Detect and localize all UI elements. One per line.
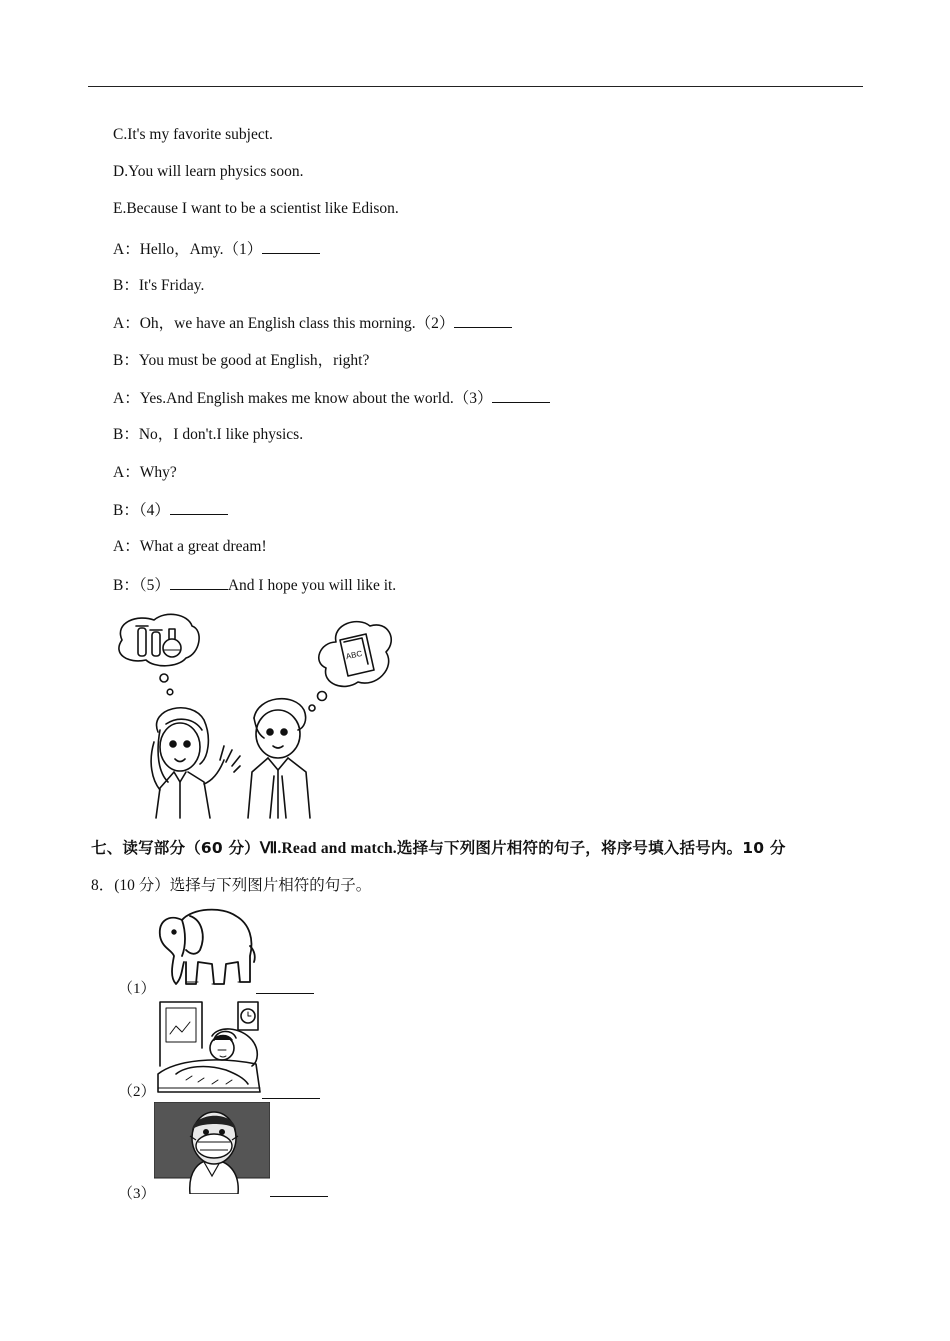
- dialogue-line-8: [113, 500, 228, 521]
- item-label-2: （2）: [118, 1084, 156, 1100]
- dialogue-line-4: [113, 351, 369, 371]
- speaker: A：: [113, 538, 140, 555]
- book-label: ABC: [345, 648, 364, 662]
- dialogue-text: Yes.And English makes me know about the world.（3）: [139, 390, 493, 407]
- book-thought-bubble: [309, 622, 391, 711]
- speaker: A：: [113, 241, 140, 258]
- option-c: C.It's my favorite subject.: [113, 126, 273, 143]
- dialogue-text: It's Friday.: [138, 277, 205, 294]
- elephant-picture: [152, 906, 260, 992]
- speaker: B：: [113, 577, 139, 594]
- girl-figure: [151, 708, 240, 818]
- dialogue-text: Hello，Amy.（1）: [139, 241, 263, 258]
- dialogue-line-2: [113, 276, 204, 296]
- dialogue-text: （4）: [138, 502, 170, 519]
- dialogue-text: （5）: [138, 577, 170, 594]
- dialogue-line-9: [113, 537, 267, 557]
- item-label-3: （3）: [118, 1186, 156, 1202]
- dialogue-line-7: [113, 463, 177, 483]
- answer-blank-3[interactable]: [492, 388, 550, 403]
- dialogue-text: What a great dream!: [139, 538, 267, 555]
- answer-blank-1[interactable]: [262, 239, 320, 254]
- answer-blank-item-1[interactable]: [256, 992, 314, 994]
- dialogue-text: Why?: [139, 464, 177, 481]
- answer-blank-5[interactable]: [170, 575, 228, 590]
- section-cn-prefix: 七、读写部分（60 分）: [91, 839, 260, 857]
- dialogue-text: You must be good at English，right?: [138, 352, 370, 369]
- answer-blank-4[interactable]: [170, 500, 228, 515]
- section-cn-suffix: 选择与下列图片相符的句子，将序号填入括号内。10 分: [396, 839, 786, 857]
- answer-blank-item-2[interactable]: [262, 1097, 320, 1099]
- dialogue-line-10: [113, 575, 396, 596]
- speaker: A：: [113, 315, 140, 332]
- item-label-1: （1）: [118, 981, 156, 997]
- option-d: D.You will learn physics soon.: [113, 163, 304, 180]
- speaker: B：: [113, 352, 139, 369]
- dialogue-text: Oh，we have an English class this morning.（2）: [139, 315, 455, 332]
- children-thinking-illustration: [108, 612, 393, 822]
- speaker: B：: [113, 502, 139, 519]
- speaker: B：: [113, 426, 139, 443]
- dialogue-text-after: And I hope you will like it.: [227, 577, 397, 594]
- dialogue-line-3: [113, 313, 512, 334]
- speaker: A：: [113, 390, 140, 407]
- section-heading: [91, 836, 786, 858]
- dialogue-line-6: [113, 425, 303, 445]
- doctor-mask-picture: [154, 1102, 270, 1194]
- answer-blank-2[interactable]: [454, 313, 512, 328]
- dialogue-line-5: [113, 388, 550, 409]
- speaker: B：: [113, 277, 139, 294]
- question-8: 8．(10 分）选择与下列图片相符的句子。: [91, 877, 372, 894]
- answer-blank-item-3[interactable]: [270, 1195, 328, 1197]
- lab-equipment-thought-bubble: [119, 614, 199, 694]
- dialogue-text: No，I don't.I like physics.: [138, 426, 304, 443]
- section-en: Ⅶ.Read and match.: [259, 840, 397, 857]
- dialogue-line-1: [113, 239, 320, 260]
- header-rule: [88, 86, 863, 87]
- boy-figure: [248, 699, 310, 818]
- speaker: A：: [113, 464, 140, 481]
- option-e: E.Because I want to be a scientist like Edison.: [113, 200, 399, 217]
- sick-in-bed-picture: [156, 1000, 264, 1096]
